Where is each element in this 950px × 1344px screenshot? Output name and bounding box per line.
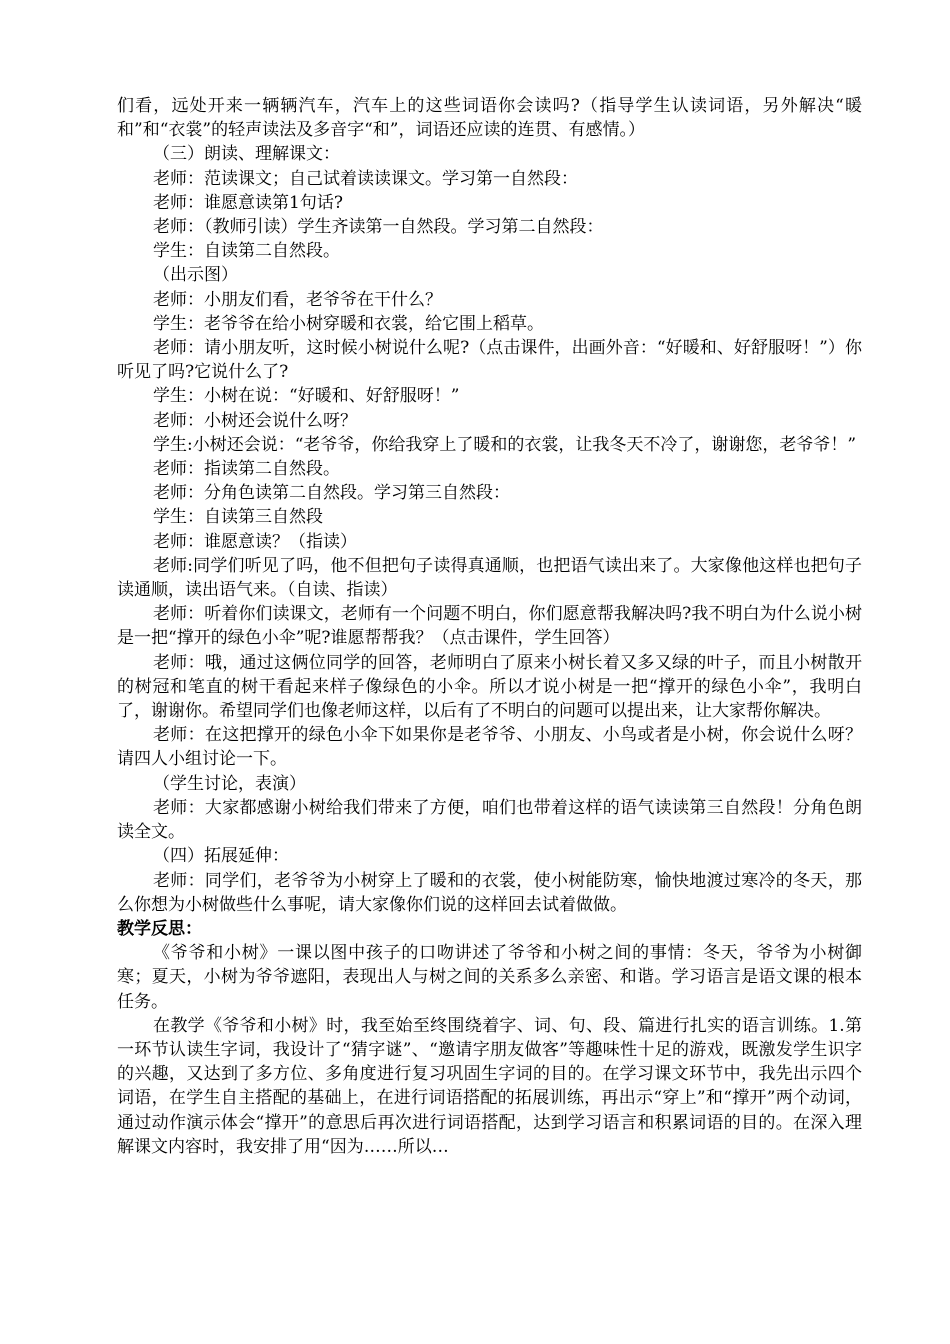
paragraph: 老师：范读课文；自己试着读读课文。学习第一自然段： [153,168,578,189]
paragraph: 老师：指读第二自然段。 [153,459,340,480]
paragraph: 老师：小树还会说什么呀？ [153,410,357,431]
paragraph: 老师：谁愿意读？（指读） [153,531,357,552]
paragraph: 老师：谁愿意读第1句话? [153,192,343,213]
paragraph: （学生讨论，表演） [153,773,306,794]
paragraph: 老师：同学们，老爷爷为小树穿上了暖和的衣裳，使小树能防寒，愉快地渡过寒冷的冬天，那么你想为小树做些什么事呢，请大家像你们说的这样回去试着做做。 [117,870,862,915]
paragraph: （四）拓展延伸： [153,846,289,867]
paragraph: 学生：自读第三自然段 [153,507,323,528]
paragraph: 《爷爷和小树》一课以图中孩子的口吻讲述了爷爷和小树之间的事情：冬天，爷爷为小树御寒；夏天，小树为爷爷遮阳，表现出人与树之间的关系多么亲密、和谐。学习语言是语文课的根本任务。 [117,943,862,1012]
paragraph: 老师：在这把撑开的绿色小伞下如果你是老爷爷、小朋友、小鸟或者是小树，你会说什么呀？请四人小组讨论一下。 [117,725,862,770]
paragraph: 老师：小朋友们看，老爷爷在干什么？ [153,289,442,310]
paragraph: 老师：大家都感谢小树给我们带来了方便，咱们也带着这样的语气读读第三自然段！分角色朗读全文。 [117,797,862,843]
paragraph: （三）朗读、理解课文： [153,144,340,165]
paragraph: 老师：听着你们读课文，老师有一个问题不明白，你们愿意帮我解决吗?我不明白为什么说小树是一把“撑开的绿色小伞”呢?谁愿帮帮我？（点击课件，学生回答） [117,604,862,649]
paragraph: （出示图） [153,265,238,286]
paragraph: 老师：请小朋友听，这时候小树说什么呢?（点击课件，出画外音：“好暖和、好舒服呀！”）你听见了吗?它说什么了? [117,338,862,383]
paragraph: 学生：老爷爷在给小树穿暖和衣裳，给它围上稻草。 [153,313,544,334]
paragraph: 学生:小树还会说：“老爷爷，你给我穿上了暖和的衣裳，让我冬天不冷了，谢谢您，老爷爷！” [153,434,857,455]
paragraph: 学生：自读第二自然段。 [153,241,340,262]
paragraph: 们看，远处开来一辆辆汽车，汽车上的这些词语你会读吗?（指导学生认读词语，另外解决“暖和”和“衣裳”的轻声读法及多音字“和”，词语还应读的连贯、有感情。） [117,96,862,141]
paragraph: 老师：（教师引读）学生齐读第一自然段。学习第二自然段： [153,217,604,238]
paragraph: 在教学《爷爷和小树》时，我至始至终围绕着字、词、句、段、篇进行扎实的语言训练。1.第一环节认读生字词，我设计了“猜字谜”、“邀请字朋友做客”等趣味性十足的游戏，既激发学生识字的兴趣，又达到了多方位、多角度进行复习巩固生字词的目的。在学习课文环节中，我先出示四个词语，在学生自主搭配的基础上，在进行词语搭配的拓展训练，再出示“穿上”和“撑开”两个动词，通过动作演示体会“撑开”的意思后再次进行词语搭配，达到学习语言和积累词语的目的。在深入理解课文内容时，我安排了用“因为……所以… [117,1015,862,1157]
paragraph: 老师:同学们听见了吗，他不但把句子读得真通顺，也把语气读出来了。大家像他这样也把句子读通顺，读出语气来。（自读、指读） [117,555,862,601]
document-page [117,94,862,1159]
paragraph: 学生：小树在说：“好暖和、好舒服呀！” [153,386,460,407]
paragraph: 老师：哦，通过这俩位同学的回答，老师明白了原来小树长着又多又绿的叶子，而且小树散开的树冠和笔直的树干看起来样子像绿色的小伞。所以才说小树是一把“撑开的绿色小伞”，我明白了，谢谢你。希望同学们也像老师这样，以后有了不明白的问题可以提出来，让大家帮你解决。 [117,652,862,722]
section-heading: 教学反思： [117,918,202,939]
paragraph: 老师：分角色读第二自然段。学习第三自然段： [153,483,510,504]
